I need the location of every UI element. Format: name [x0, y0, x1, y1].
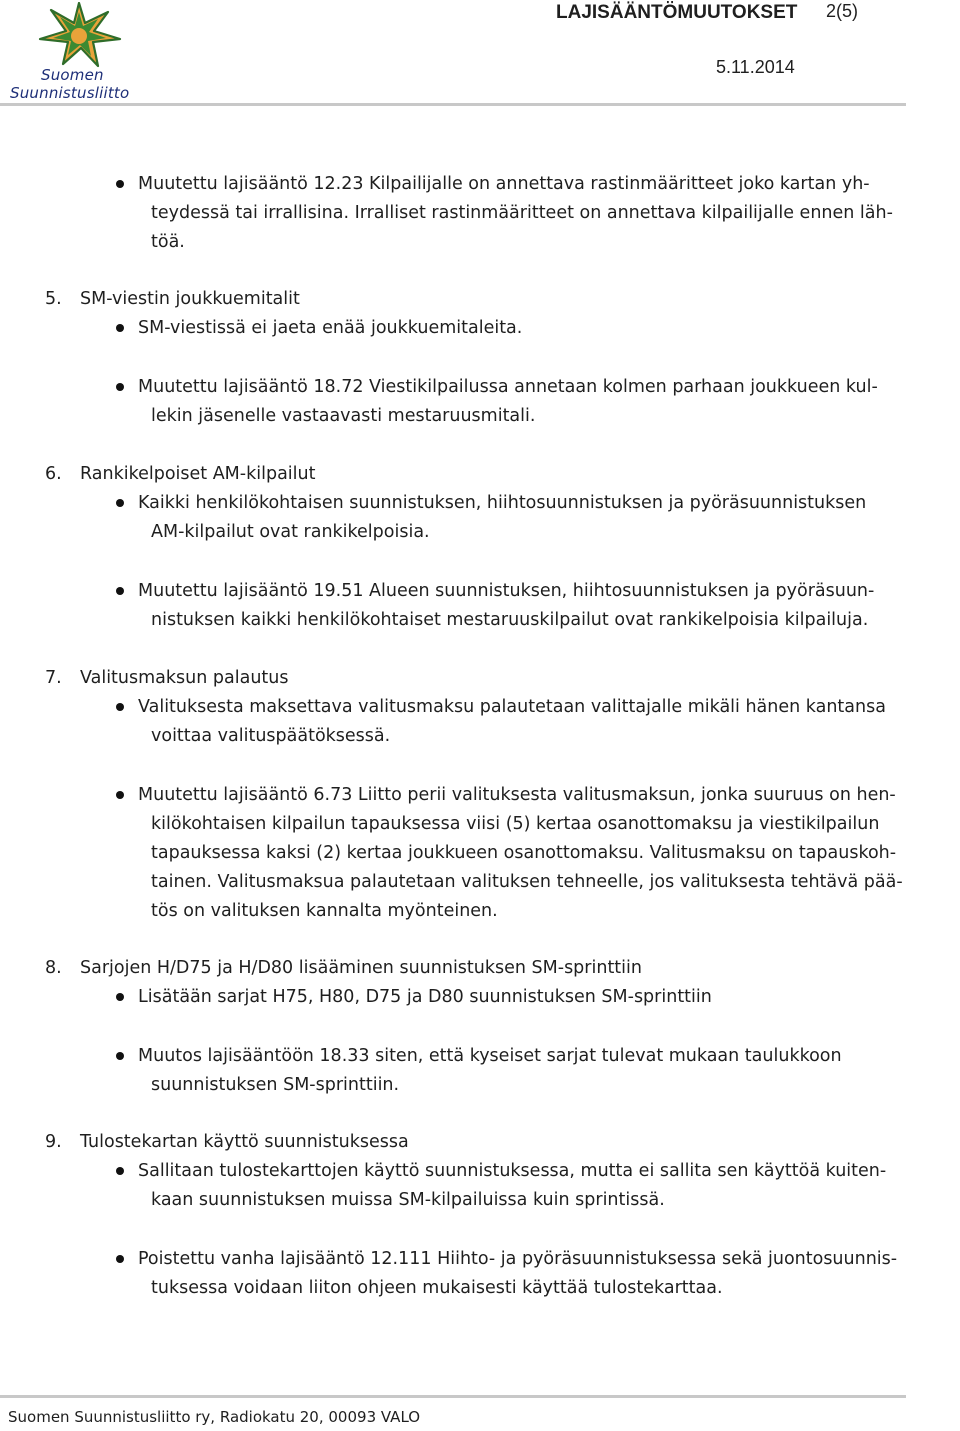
section-number: 6.: [45, 464, 62, 484]
body-line: töä.: [151, 232, 185, 252]
body-line: Muutettu lajisääntö 18.72 Viestikilpailussa annetaan kolmen parhaan joukkueen kul-: [138, 377, 878, 397]
section-heading: SM-viestin joukkuemitalit: [80, 289, 300, 309]
body-line: tapauksessa kaksi (2) kertaa joukkueen osanottomaksu. Valitusmaksu on tapauskoh-: [151, 843, 897, 863]
body-line: Muutettu lajisääntö 19.51 Alueen suunnistuksen, hiihtosuunnistuksen ja pyöräsuun-: [138, 581, 875, 601]
section-heading: Rankikelpoiset AM-kilpailut: [80, 464, 316, 484]
section-heading: Valitusmaksun palautus: [80, 668, 289, 688]
section-number: 9.: [45, 1132, 62, 1152]
logo-text-line1: Suomen: [41, 66, 104, 84]
bullet-icon: [116, 791, 124, 799]
body-line: Poistettu vanha lajisääntö 12.111 Hiihto- ja pyöräsuunnistuksessa sekä juontosuunnis-: [138, 1249, 898, 1269]
bullet-icon: [116, 703, 124, 711]
body-line: SM-viestissä ei jaeta enää joukkuemitaleita.: [138, 318, 523, 338]
document-title: LAJISÄÄNTÖMUUTOKSET: [556, 2, 798, 23]
bullet-icon: [116, 180, 124, 188]
bullet-icon: [116, 1167, 124, 1175]
bullet-icon: [116, 587, 124, 595]
body-line: suunnistuksen SM-sprinttiin.: [151, 1075, 400, 1095]
bullet-icon: [116, 1255, 124, 1263]
body-line: tuksessa voidaan liiton ohjeen mukaisesti käyttää tulostekarttaa.: [151, 1278, 723, 1298]
body-line: Valituksesta maksettava valitusmaksu palautetaan valittajalle mikäli hänen kantansa: [138, 697, 886, 717]
header-divider: [0, 103, 906, 106]
document-date: 5.11.2014: [716, 57, 795, 77]
body-line: Muutos lajisääntöön 18.33 siten, että kyseiset sarjat tulevat mukaan taulukkoon: [138, 1046, 842, 1066]
body-line: tös on valituksen kannalta myönteinen.: [151, 901, 498, 921]
org-logo: [8, 2, 148, 102]
section-heading: Tulostekartan käyttö suunnistuksessa: [80, 1132, 409, 1152]
body-line: Lisätään sarjat H75, H80, D75 ja D80 suunnistuksen SM-sprinttiin: [138, 987, 712, 1007]
body-line: Kaikki henkilökohtaisen suunnistuksen, hiihtosuunnistuksen ja pyöräsuunnistuksen: [138, 493, 867, 513]
body-line: AM-kilpailut ovat rankikelpoisia.: [151, 522, 430, 542]
section-number: 7.: [45, 668, 62, 688]
body-line: Sallitaan tulostekarttojen käyttö suunnistuksessa, mutta ei sallita sen käyttöä kuiten-: [138, 1161, 887, 1181]
body-line: kilökohtaisen kilpailun tapauksessa viisi (5) kertaa osanottomaksu ja viestikilpailun: [151, 814, 880, 834]
page-number: 2(5): [826, 1, 859, 21]
body-line: tainen. Valitusmaksua palautetaan valituksen tehneelle, jos valituksesta tehtävä pää-: [151, 872, 903, 892]
section-number: 8.: [45, 958, 62, 978]
body-line: nistuksen kaikki henkilökohtaiset mestaruuskilpailut ovat rankikelpoisia kilpailuja.: [151, 610, 869, 630]
body-line: teydessä tai irrallisina. Irralliset rastinmääritteet on annettava kilpailijalle ennen läh-: [151, 203, 893, 223]
body-line: lekin jäsenelle vastaavasti mestaruusmitali.: [151, 406, 536, 426]
star-logo-icon: [36, 2, 122, 68]
bullet-icon: [116, 993, 124, 1001]
logo-text-line2: Suunnistusliitto: [10, 84, 130, 102]
body-line: voittaa valituspäätöksessä.: [151, 726, 391, 746]
bullet-icon: [116, 1052, 124, 1060]
footer-address: Suomen Suunnistusliitto ry, Radiokatu 20, 00093 VALO: [8, 1408, 421, 1426]
footer-divider: [0, 1395, 906, 1398]
bullet-icon: [116, 499, 124, 507]
body-line: Muutettu lajisääntö 12.23 Kilpailijalle on annettava rastinmääritteet joko kartan yh-: [138, 174, 870, 194]
body-line: Muutettu lajisääntö 6.73 Liitto perii valituksesta valitusmaksun, jonka suuruus on hen-: [138, 785, 896, 805]
section-heading: Sarjojen H/D75 ja H/D80 lisääminen suunnistuksen SM-sprinttiin: [80, 958, 642, 978]
body-line: kaan suunnistuksen muissa SM-kilpailuissa kuin sprintissä.: [151, 1190, 665, 1210]
bullet-icon: [116, 324, 124, 332]
section-number: 5.: [45, 289, 62, 309]
bullet-icon: [116, 383, 124, 391]
